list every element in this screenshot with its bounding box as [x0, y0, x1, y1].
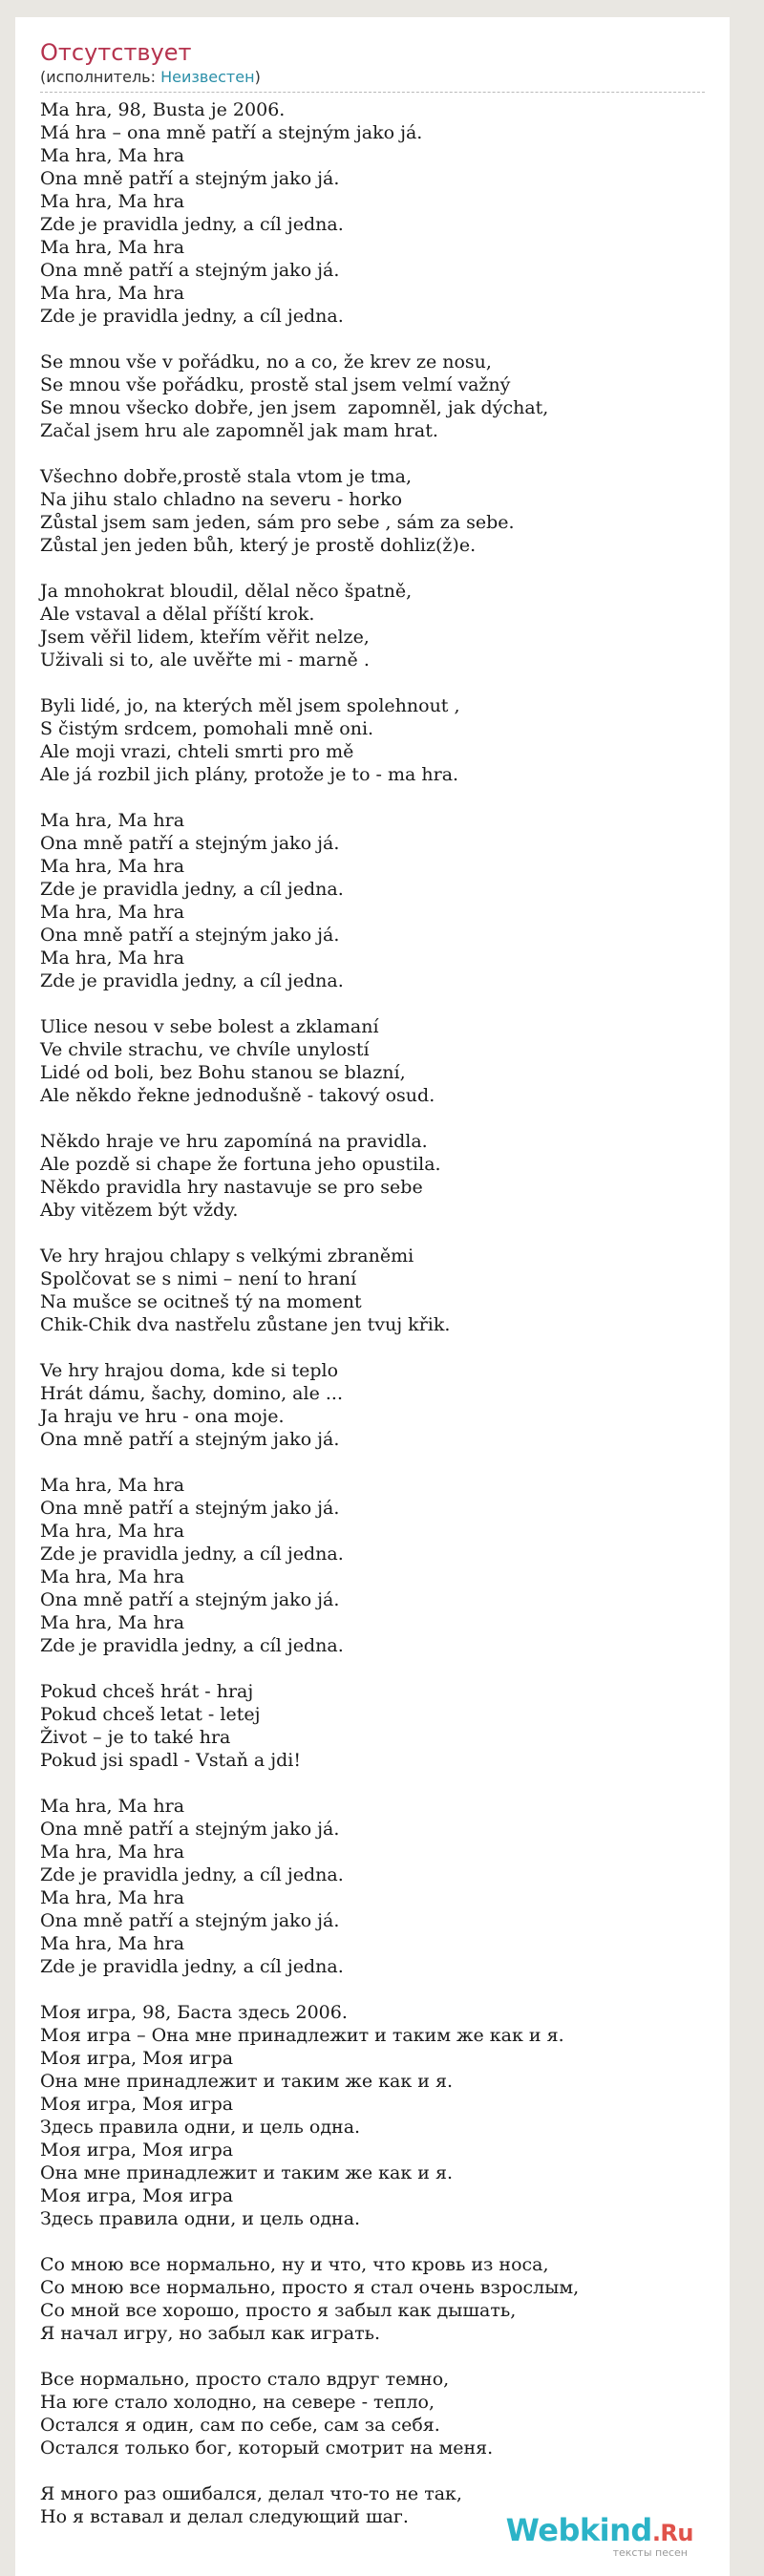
lyrics-line: Ona mně patří a stejným jako já.: [40, 1429, 340, 1450]
lyrics-line: Ma hra, Ma hra: [40, 856, 185, 877]
lyrics-line: Začal jsem hru ale zapomněl jak mam hrat.: [40, 420, 438, 441]
lyrics-line: Ona mně patří a stejným jako já.: [40, 168, 340, 189]
lyrics-line: Zůstal jsem sam jeden, sám pro sebe , sám za sebe.: [40, 512, 515, 533]
logo-tagline: тексты песен: [612, 2546, 688, 2559]
lyrics-line: Zde je pravidla jedny, a cíl jedna.: [40, 1956, 344, 1977]
lyrics-line: Pokud chceš hrát - hraj: [40, 1681, 254, 1702]
lyrics-line: Ale někdo řekne jednodušně - takový osud.: [40, 1085, 435, 1106]
artist-prefix: (исполнитель:: [40, 68, 161, 86]
lyrics-page: [15, 17, 730, 2576]
lyrics-line: S čistým srdcem, pomohali mně oni.: [40, 718, 374, 739]
lyrics-line: Zde je pravidla jedny, a cíl jedna.: [40, 1635, 344, 1656]
lyrics-line: Моя игра, Моя игра: [40, 2185, 234, 2206]
lyrics-line: Ma hra, Ma hra: [40, 1842, 185, 1863]
lyrics-line: Ma hra, Ma hra: [40, 191, 185, 212]
lyrics-stanza: [40, 580, 705, 671]
lyrics-line: Zde je pravidla jedny, a cíl jedna.: [40, 970, 344, 991]
lyrics-line: Все нормально, просто стало вдруг темно,: [40, 2369, 450, 2390]
lyrics-line: Ma hra, 98, Busta je 2006.: [40, 99, 286, 120]
lyrics-line: Se mnou vše v pořádku, no a co, že krev ze nosu,: [40, 351, 492, 373]
logo-kind: kind: [579, 2512, 652, 2548]
artist-suffix: ): [254, 68, 261, 86]
lyrics-stanza: [40, 809, 705, 992]
lyrics-line: Ve chvile strachu, ve chvíle unylostí: [40, 1039, 370, 1060]
lyrics-stanza: [40, 694, 705, 786]
lyrics-line: Na jihu stalo chladno na severu - horko: [40, 489, 403, 510]
logo-wordmark: [506, 2514, 693, 2549]
lyrics-line: Se mnou vše pořádku, prostě stal jsem velmí važný: [40, 374, 511, 395]
lyrics-line: Ona mně patří a stejným jako já.: [40, 925, 340, 946]
lyrics-line: Ona mně patří a stejným jako já.: [40, 833, 340, 854]
lyrics-line: Někdo pravidla hry nastavuje se pro sebe: [40, 1177, 423, 1198]
lyrics-line: Со мною все нормально, ну и что, что кровь из носа,: [40, 2254, 549, 2275]
webkind-logo[interactable]: [506, 2514, 693, 2559]
lyrics-line: Ma hra, Ma hra: [40, 237, 185, 258]
lyrics-line: Zde je pravidla jedny, a cíl jedna.: [40, 306, 344, 327]
lyrics-line: Со мной все хорошо, просто я забыл как дышать,: [40, 2300, 517, 2321]
lyrics-line: Ma hra, Ma hra: [40, 283, 185, 304]
lyrics-line: Pokud chceš letat - letej: [40, 1704, 261, 1725]
lyrics-line: Se mnou všecko dobře, jen jsem zapomněl, jak dýchat,: [40, 397, 549, 418]
lyrics-line: Ma hra, Ma hra: [40, 1521, 185, 1542]
lyrics-line: Ma hra, Ma hra: [40, 810, 185, 831]
lyrics-line: Zde je pravidla jedny, a cíl jedna.: [40, 214, 344, 235]
lyrics-line: Má hra – ona mně patří a stejným jako já.: [40, 122, 423, 143]
lyrics-line: Остался только бог, который смотрит на меня.: [40, 2438, 494, 2459]
lyrics-stanza: [40, 1015, 705, 1107]
lyrics-stanza: [40, 2001, 705, 2230]
lyrics-line: Здесь правила одни, и цель одна.: [40, 2117, 361, 2138]
lyrics-line: Моя игра, Моя игра: [40, 2048, 234, 2069]
lyrics-line: Ma hra, Ma hra: [40, 1887, 185, 1908]
lyrics-line: Моя игра, 98, Баста здесь 2006.: [40, 2002, 348, 2023]
lyrics-line: Я начал игру, но забыл как играть.: [40, 2323, 381, 2344]
lyrics-line: Здесь правила одни, и цель одна.: [40, 2208, 361, 2229]
lyrics-line: Ve hry hrajou doma, kde si teplo: [40, 1360, 339, 1381]
lyrics-line: Ma hra, Ma hra: [40, 145, 185, 166]
lyrics-line: Všechno dobře,prostě stala vtom je tma,: [40, 466, 413, 487]
lyrics-stanza: [40, 1245, 705, 1336]
lyrics-stanza: [40, 1680, 705, 1772]
lyrics-stanza: [40, 2368, 705, 2459]
lyrics-stanza: [40, 98, 705, 328]
lyrics-line: Ale já rozbil jich plány, protože je to - ma hra.: [40, 764, 459, 785]
lyrics-line: Ja mnohokrat bloudil, dělal něco špatně,: [40, 581, 413, 602]
lyrics-stanza: [40, 1474, 705, 1657]
lyrics-line: Zůstal jen jeden bůh, který je prostě dohliz(ž)e.: [40, 535, 477, 556]
lyrics-line: Со мною все нормально, просто я стал очень взрослым,: [40, 2277, 580, 2298]
lyrics-line: Zde je pravidla jedny, a cíl jedna.: [40, 1864, 344, 1885]
lyrics-line: Моя игра, Моя игра: [40, 2140, 234, 2161]
lyrics-stanza: [40, 1795, 705, 1978]
lyrics-stanza: [40, 465, 705, 557]
lyrics-line: Ja hraju ve hru - ona moje.: [40, 1406, 285, 1427]
lyrics-line: Ulice nesou v sebe bolest a zklamaní: [40, 1016, 379, 1037]
lyrics-line: Ma hra, Ma hra: [40, 1933, 185, 1954]
lyrics-line: Моя игра, Моя игра: [40, 2094, 234, 2115]
lyrics-line: Život – je to také hra: [40, 1727, 231, 1748]
lyrics-line: Hrát dámu, šachy, domino, ale ...: [40, 1383, 343, 1404]
lyrics-line: Uživali si to, ale uvěřte mi - marně .: [40, 649, 370, 671]
lyrics-line: Spolčovat se s nimi – není to hraní: [40, 1268, 357, 1289]
lyrics-line: Ma hra, Ma hra: [40, 1612, 185, 1633]
lyrics-line: Chik-Chik dva nastřelu zůstane jen tvuj křik.: [40, 1314, 451, 1335]
lyrics-line: Lidé od boli, bez Bohu stanou se blazní,: [40, 1062, 406, 1083]
lyrics-line: Pokud jsi spadl - Vstaň a jdi!: [40, 1750, 301, 1771]
lyrics-stanza: [40, 1130, 705, 1222]
artist-line: [40, 67, 705, 88]
lyrics-line: Ma hra, Ma hra: [40, 947, 185, 969]
logo-web: Web: [505, 2512, 580, 2548]
lyrics-stanza: [40, 1359, 705, 1451]
lyrics-line: На юге стало холодно, на севере - тепло,: [40, 2392, 435, 2413]
lyrics-line: Aby vitězem být vždy.: [40, 1200, 239, 1221]
lyrics-line: Na mušce se ocitneš tý na moment: [40, 1291, 362, 1312]
lyrics-line: Остался я один, сам по себе, сам за себя.: [40, 2415, 440, 2436]
lyrics-line: Někdo hraje ve hru zapomíná na pravidla.: [40, 1131, 428, 1152]
lyrics-line: Byli lidé, jo, na kterých měl jsem spolehnout ,: [40, 695, 460, 716]
lyrics-line: Ma hra, Ma hra: [40, 1475, 185, 1496]
artist-link[interactable]: Неизвестен: [160, 68, 255, 86]
lyrics-line: Она мне принадлежит и таким же как и я.: [40, 2071, 454, 2092]
lyrics-line: Она мне принадлежит и таким же как и я.: [40, 2162, 454, 2183]
lyrics-line: Ale vstaval a dělal příští krok.: [40, 604, 315, 625]
lyrics-line: Моя игра – Она мне принадлежит и таким же как и я.: [40, 2025, 564, 2046]
lyrics-line: Ve hry hrajou chlapy s velkými zbraněmi: [40, 1245, 414, 1267]
lyrics-line: Zde je pravidla jedny, a cíl jedna.: [40, 1543, 344, 1565]
logo-ru: .Ru: [651, 2520, 693, 2546]
lyrics-line: Zde je pravidla jedny, a cíl jedna.: [40, 879, 344, 900]
lyrics-line: Jsem věřil lidem, kteřím věřit nelze,: [40, 627, 370, 648]
lyrics-line: Но я вставал и делал следующий шаг.: [40, 2506, 409, 2527]
song-title: Отсутствует: [40, 39, 192, 66]
lyrics-line: Ona mně patří a stejným jako já.: [40, 1910, 340, 1931]
song-header: [15, 17, 730, 88]
lyrics-stanza: [40, 2253, 705, 2345]
lyrics-line: Ma hra, Ma hra: [40, 902, 185, 923]
lyrics-line: Ona mně patří a stejným jako já.: [40, 1589, 340, 1610]
lyrics-line: Ale pozdě si chape že fortuna jeho opustila.: [40, 1154, 441, 1175]
lyrics-line: Ma hra, Ma hra: [40, 1566, 185, 1587]
lyrics-line: Ona mně patří a stejným jako já.: [40, 260, 340, 281]
lyrics-line: Ma hra, Ma hra: [40, 1796, 185, 1817]
lyrics-stanza: [40, 351, 705, 442]
lyrics-line: Ona mně patří a stejným jako já.: [40, 1819, 340, 1840]
lyrics-text: [15, 93, 730, 2528]
lyrics-line: Я много раз ошибался, делал что-то не так,: [40, 2483, 462, 2504]
lyrics-line: Ona mně patří a stejným jako já.: [40, 1498, 340, 1519]
lyrics-line: Ale moji vrazi, chteli smrti pro mě: [40, 741, 354, 762]
